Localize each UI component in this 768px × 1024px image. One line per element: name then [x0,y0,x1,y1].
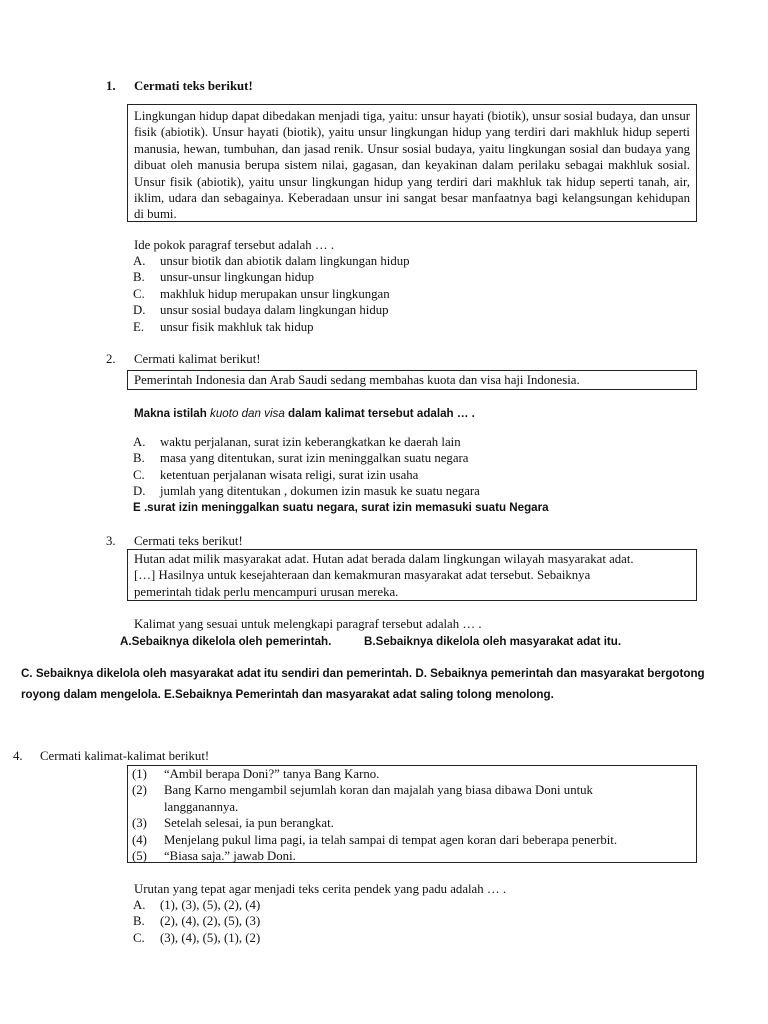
option-letter: C. [133,930,145,945]
option-a[interactable]: A.Sebaiknya dikelola oleh pemerintah. [120,635,332,648]
option-letter: B. [133,451,145,466]
question-number: 3. [106,534,116,548]
option-letter: A. [133,254,146,268]
passage-line: pemerintah tidak perlu mencampuri urusan mereka. [134,584,399,599]
sentence-item [128,832,696,848]
option-letter: C. [133,286,145,301]
question-number: 4. [13,749,23,763]
sentence-continuation [128,799,696,815]
question-number: 1. [106,79,116,93]
option-b[interactable]: B.Sebaiknya dikelola oleh masyarakat adat itu. [364,635,622,648]
question-prompt: Urutan yang tepat agar menjadi teks cerita pendek yang padu adalah … . [134,882,507,896]
passage-line: Hutan adat milik masyarakat adat. Hutan adat berada dalam lingkungan wilayah masyarakat adat. [134,552,634,566]
option-text: (1), (3), (5), (2), (4) [160,898,261,912]
option-text: unsur sosial budaya dalam lingkungan hidup [160,303,389,318]
sentences-box [127,765,697,863]
sentence-item [128,766,696,782]
option-item[interactable] [133,434,583,450]
sentence-item [128,815,696,831]
sentence-number: (5) [132,848,147,863]
option-item[interactable] [133,467,583,483]
passage-text: Lingkungan hidup dapat dibedakan menjadi tiga, yaitu: unsur hayati (biotik), unsur sosial budaya, dan unsur fisik (abiotik). Unsur hayati (biotik), yaitu unsur lingkungan hidup yang terdiri dari makhluk hidup seperti manusia, hewan, tumbuhan, dan jasad renik. Unsur sosial budaya, yaitu lingkungan sosial dan budaya yang dibuat oleh manusia berupa sistem nilai, gagasan, dan keyakinan dalam perilaku sebagai makhluk sosial. Unsur fisik (abiotik), yaitu unsur lingkungan hidup yang terdiri dari makhluk tak hidup seperti tanah, air, iklim, udara dan sebagainya. Keberadaan unsur ini sangat besar manfaatnya bagi kelangsungan kehidupan di bumi. [134,109,690,222]
sentence-number: (3) [132,816,147,831]
sentence-text: langganannya. [164,799,239,814]
option-text: unsur-unsur lingkungan hidup [160,270,315,285]
option-text: makhluk hidup merupakan unsur lingkungan [160,286,390,301]
prompt-part: dalam kalimat tersebut adalah … . [284,407,475,420]
question-heading: Cermati kalimat-kalimat berikut! [40,749,210,763]
option-item[interactable] [133,913,433,929]
options-list [133,253,533,335]
sentence-number: (4) [132,832,147,847]
option-text: waktu perjalanan, surat izin keberangkatkan ke daerah lain [160,435,461,449]
option-letter: B. [133,914,145,929]
option-item[interactable] [133,319,533,335]
option-item[interactable] [133,253,533,269]
sentence-number: (2) [132,783,147,798]
sentence-text: “Ambil berapa Doni?” tanya Bang Karno. [164,767,380,781]
sentence-number: (1) [132,767,147,781]
sentence-text: Pemerintah Indonesia dan Arab Saudi sedang membahas kuota dan visa haji Indonesia. [134,373,580,387]
option-text: jumlah yang ditentukan , dokumen izin masuk ke suatu negara [160,484,480,499]
sentence-item [128,848,696,864]
options-list [133,434,583,500]
option-item[interactable] [133,450,583,466]
sentence-text: “Biasa saja.” jawab Doni. [164,848,296,863]
options-cde-line[interactable]: royong dalam mengelola. E.Sebaiknya Pemerintah dan masyarakat adat saling tolong menolong. [21,688,554,701]
option-item[interactable] [133,302,533,318]
option-letter: D. [133,303,146,318]
option-item[interactable] [133,269,533,285]
passage-line: […] Hasilnya untuk kesejahteraan dan kemakmuran masyarakat adat tersebut. Sebaiknya [134,568,591,583]
option-e[interactable]: E .surat izin meninggalkan suatu negara, surat izin memasuki suatu Negara [133,501,549,514]
question-heading: Cermati teks berikut! [134,79,253,93]
sentence-text: Setelah selesai, ia pun berangkat. [164,816,334,831]
sentence-text: Menjelang pukul lima pagi, ia telah sampai di tempat agen koran dari beberapa penerbit. [164,832,618,847]
option-text: unsur biotik dan abiotik dalam lingkungan hidup [160,254,410,268]
question-heading: Cermati teks berikut! [134,534,243,548]
option-item[interactable] [133,897,433,913]
prompt-part: Makna istilah [134,407,211,420]
option-item[interactable] [133,930,433,946]
sentence-item [128,782,696,798]
option-letter: B. [133,270,145,285]
option-text: unsur fisik makhluk tak hidup [160,319,314,334]
option-text: (2), (4), (2), (5), (3) [160,914,261,929]
sentence-box [127,370,697,390]
option-letter: C. [133,467,145,482]
question-prompt: Kalimat yang sesuai untuk melengkapi paragraf tersebut adalah … . [134,617,482,631]
option-letter: D. [133,484,146,499]
option-item[interactable] [133,483,583,499]
options-cde-line[interactable]: C. Sebaiknya dikelola oleh masyarakat adat itu sendiri dan pemerintah. D. Sebaiknya pemerintah dan masyarakat bergotong [21,667,705,680]
question-heading: Cermati kalimat berikut! [134,352,261,366]
option-letter: A. [133,435,146,449]
option-text: ketentuan perjalanan wisata religi, surat izin usaha [160,467,419,482]
question-prompt: Ide pokok paragraf tersebut adalah … . [134,238,335,252]
question-prompt [134,406,475,422]
option-letter: A. [133,898,146,912]
option-text: masa yang ditentukan, surat izin meninggalkan suatu negara [160,451,469,466]
options-list [133,897,433,946]
option-letter: E. [133,319,145,334]
passage-box [127,104,697,222]
passage-box [127,549,697,601]
option-item[interactable] [133,286,533,302]
question-number: 2. [106,352,116,366]
prompt-term: kuoto dan visa [210,407,285,420]
sentence-text: Bang Karno mengambil sejumlah koran dan majalah yang biasa dibawa Doni untuk [164,783,593,798]
option-text: (3), (4), (5), (1), (2) [160,930,261,945]
